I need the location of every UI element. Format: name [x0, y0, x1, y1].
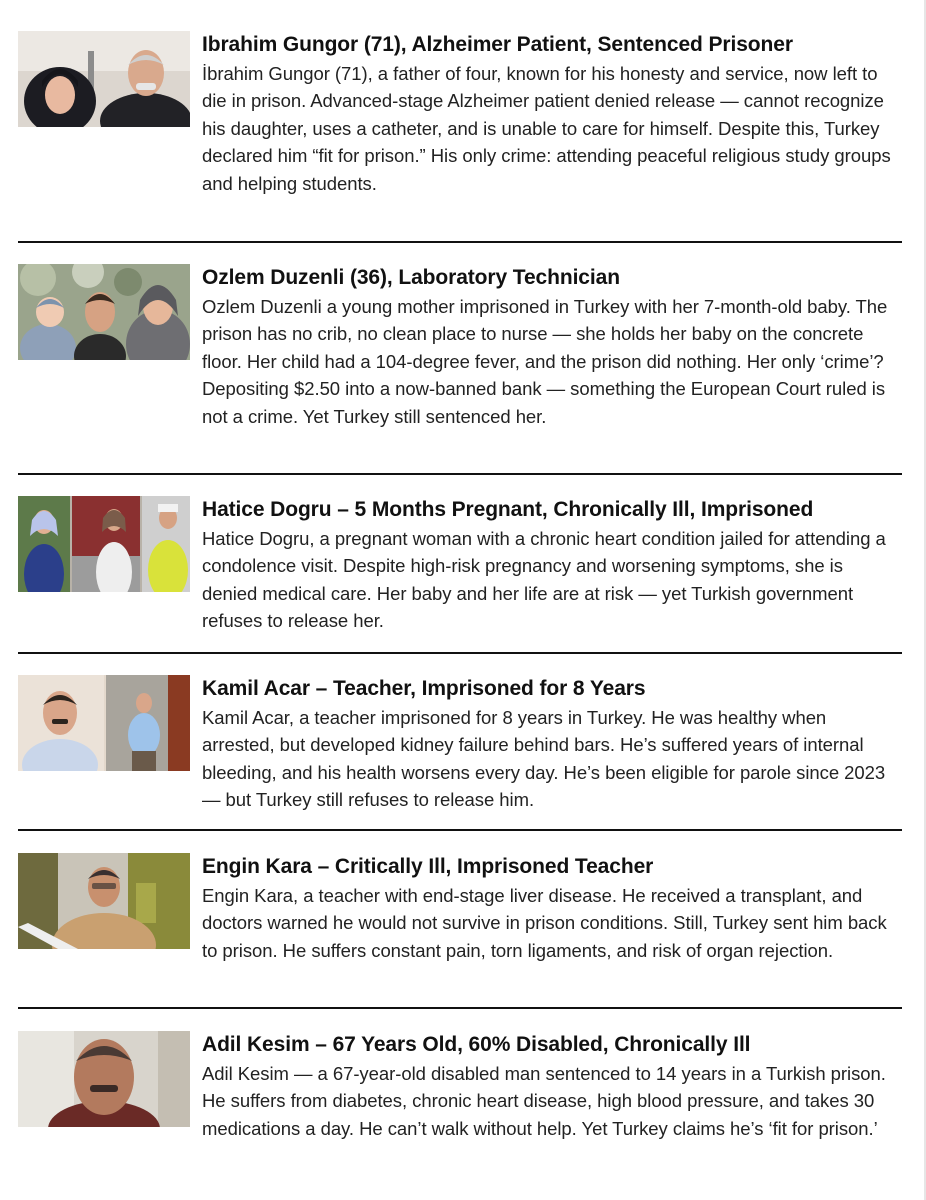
entry-body: Engin Kara, a teacher with end-stage liver disease. He received a transplant, and doctors warned he would not survive in prison conditions. Still, Turkey sent him back to prison. He suffers constant pain, torn ligaments, and risk of organ rejection.: [202, 885, 887, 961]
section-divider: [18, 241, 902, 243]
entry-body: Adil Kesim — a 67-year-old disabled man sentenced to 14 years in a Turkish prison. He suffers from diabetes, chronic heart disease, high blood pressure, and takes 30 medications a day. He can’t walk without help. Yet Turkey claims he’s ‘fit for prison.’: [202, 1063, 886, 1139]
entry-title: Engin Kara – Critically Ill, Imprisoned Teacher: [202, 855, 654, 878]
entry-text: [202, 31, 902, 197]
entry-text: [202, 675, 902, 814]
entry-body: Ozlem Duzenli a young mother imprisoned in Turkey with her 7-month-old baby. The prison has no crib, no clean place to nurse — she holds her baby on the concrete floor. Her child had a 104-degree fever, and the prison did nothing. Her only ‘crime’? Depositing $2.50 into a now-banned bank — something the European Court ruled is not a crime. Yet Turkey still sentenced her.: [202, 296, 888, 427]
entry-title: Kamil Acar – Teacher, Imprisoned for 8 Years: [202, 677, 646, 700]
entry-text: [202, 1031, 902, 1142]
section-divider: [18, 829, 902, 831]
entry-text: [202, 853, 902, 964]
section-divider: [18, 652, 902, 654]
photo-ozlem-duzenli: [18, 264, 190, 360]
entry-body: Hatice Dogru, a pregnant woman with a chronic heart condition jailed for attending a condolence visit. Despite high-risk pregnancy and worsening symptoms, she is denied medical care. Her baby and her life are at risk — yet Turkish government refuses to release her.: [202, 528, 886, 632]
entry-body: Kamil Acar, a teacher imprisoned for 8 years in Turkey. He was healthy when arrested, but developed kidney failure behind bars. He’s suffered years of internal bleeding, and his health worsens every day. He’s been eligible for parole since 2023 — but Turkey still refuses to release him.: [202, 707, 886, 811]
photo-hatice-dogru: [18, 496, 190, 592]
entry-title: Hatice Dogru – 5 Months Pregnant, Chronically Ill, Imprisoned: [202, 498, 814, 521]
entry-title: Ozlem Duzenli (36), Laboratory Technician: [202, 266, 620, 289]
photo-engin-kara: [18, 853, 190, 949]
photo-adil-kesim: [18, 1031, 190, 1127]
entry-text: [202, 496, 902, 635]
entry-title: Ibrahim Gungor (71), Alzheimer Patient, Sentenced Prisoner: [202, 33, 793, 56]
section-divider: [18, 473, 902, 475]
photo-ibrahim-gungor: [18, 31, 190, 127]
section-divider: [18, 1007, 902, 1009]
photo-kamil-acar: [18, 675, 190, 771]
entry-text: [202, 264, 902, 430]
entry-title: Adil Kesim – 67 Years Old, 60% Disabled, Chronically Ill: [202, 1033, 751, 1056]
entry-body: İbrahim Gungor (71), a father of four, known for his honesty and service, now left to die in prison. Advanced-stage Alzheimer patient denied release — cannot recognize his daughter, uses a catheter, and is unable to care for himself. Despite this, Turkey declared him “fit for prison.” His only crime: attending peaceful religious study groups and helping students.: [202, 63, 891, 194]
